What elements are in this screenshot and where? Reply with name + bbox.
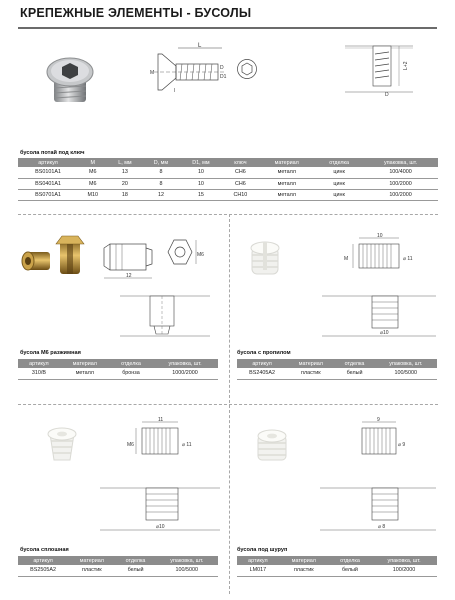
s1-col-header: материал [258,158,315,167]
s4-header-row: артикул материал отделка упаковка, шт. [18,556,218,565]
svg-text:⌀ 11: ⌀ 11 [182,442,192,448]
title-rule [18,27,437,29]
svg-text:D: D [385,92,389,98]
s1-front-view [236,58,258,80]
s5-caption: бусола под шуруп [237,547,288,553]
table-row: BS2505A2 пластик белый 100/5000 [18,565,218,576]
s1-side-drawing [150,40,230,98]
svg-text:M6: M6 [127,442,134,448]
svg-text:M6: M6 [197,252,204,258]
svg-text:M: M [344,256,349,262]
table-row: BS2405A2 пластик белый 100/5000 [237,368,437,379]
s2-photo-part-b [56,236,84,274]
page-title: КРЕПЕЖНЫЕ ЭЛЕМЕНТЫ - БУСОЛЫ [20,6,252,20]
s2-photo-part-a [22,252,50,270]
s1-col-header: артикул [18,158,78,167]
s1-col-header: ключ [222,158,258,167]
s1-col-header: D, мм [142,158,179,167]
section-divider [18,214,438,215]
s5-photo [250,426,294,466]
section-divider [18,404,438,405]
s1-col-header: отделка [315,158,363,167]
svg-text:l: l [174,88,176,94]
s3-spec-table [237,359,437,380]
dim-L: L [198,43,202,49]
s5-section-drawing [320,482,436,536]
svg-text:9: 9 [377,417,380,423]
svg-text:⌀10: ⌀10 [156,524,165,530]
s1-col-header: D1, мм [179,158,222,167]
s1-col-header: L, мм [107,158,142,167]
svg-text:D: D [220,65,224,71]
table-row: BS0101A1 M6 13 8 10 CH6 металл цинк 100/4000 [18,167,438,178]
table-row: LM017 пластик белый 100/2000 [237,565,437,576]
s3-section-drawing [322,290,436,342]
svg-text:10: 10 [377,233,383,239]
svg-text:11: 11 [158,417,164,423]
s2-section-drawing [120,290,210,342]
svg-text:12: 12 [126,273,132,279]
s1-col-header: M [78,158,107,167]
svg-text:D1: D1 [220,74,227,80]
s1-spec-table [18,158,438,201]
s2-header-row: артикул материал отделка упаковка, шт. [18,359,218,368]
s4-photo [38,422,86,466]
table-row: 310/B металл бронза 1000/2000 [18,368,218,379]
table-row: BS0701A1 M10 18 12 15 CH10 металл цинк 100/2000 [18,189,438,200]
s1-photo [42,46,98,108]
s2-caption: бусола M6 разжимная [20,350,81,356]
svg-text:⌀ 8: ⌀ 8 [378,524,386,530]
svg-text:M: M [150,70,155,76]
s3-photo [244,238,286,278]
s1-section-drawing [345,40,413,102]
s4-side-drawing [128,418,200,468]
s3-header-row: артикул материал отделка упаковка, шт. [237,359,437,368]
table-row: BS0401A1 M6 20 8 10 CH6 металл цинк 100/2000 [18,178,438,189]
s1-caption: бусола потай под ключ [20,150,85,156]
s5-spec-table [237,556,437,577]
s4-caption: бусола сплошная [20,547,69,553]
s4-section-drawing [100,482,220,536]
s1-col-header: упаковка, шт. [363,158,438,167]
s2-side-drawing [100,236,158,284]
s2-spec-table [18,359,218,380]
svg-text:L+2: L+2 [403,61,409,70]
s1-header-row [18,158,438,167]
s3-side-drawing [345,234,415,282]
svg-text:⌀ 9: ⌀ 9 [398,442,406,448]
s2-front-view [160,238,204,270]
s4-spec-table [18,556,218,577]
s5-side-drawing [352,418,412,468]
s2-photo [20,230,96,284]
svg-text:⌀ 11: ⌀ 11 [403,256,413,262]
s5-header-row: артикул материал отделка упаковка, шт. [237,556,437,565]
svg-text:⌀10: ⌀10 [380,330,389,336]
s3-caption: бусола с пропилом [237,350,291,356]
